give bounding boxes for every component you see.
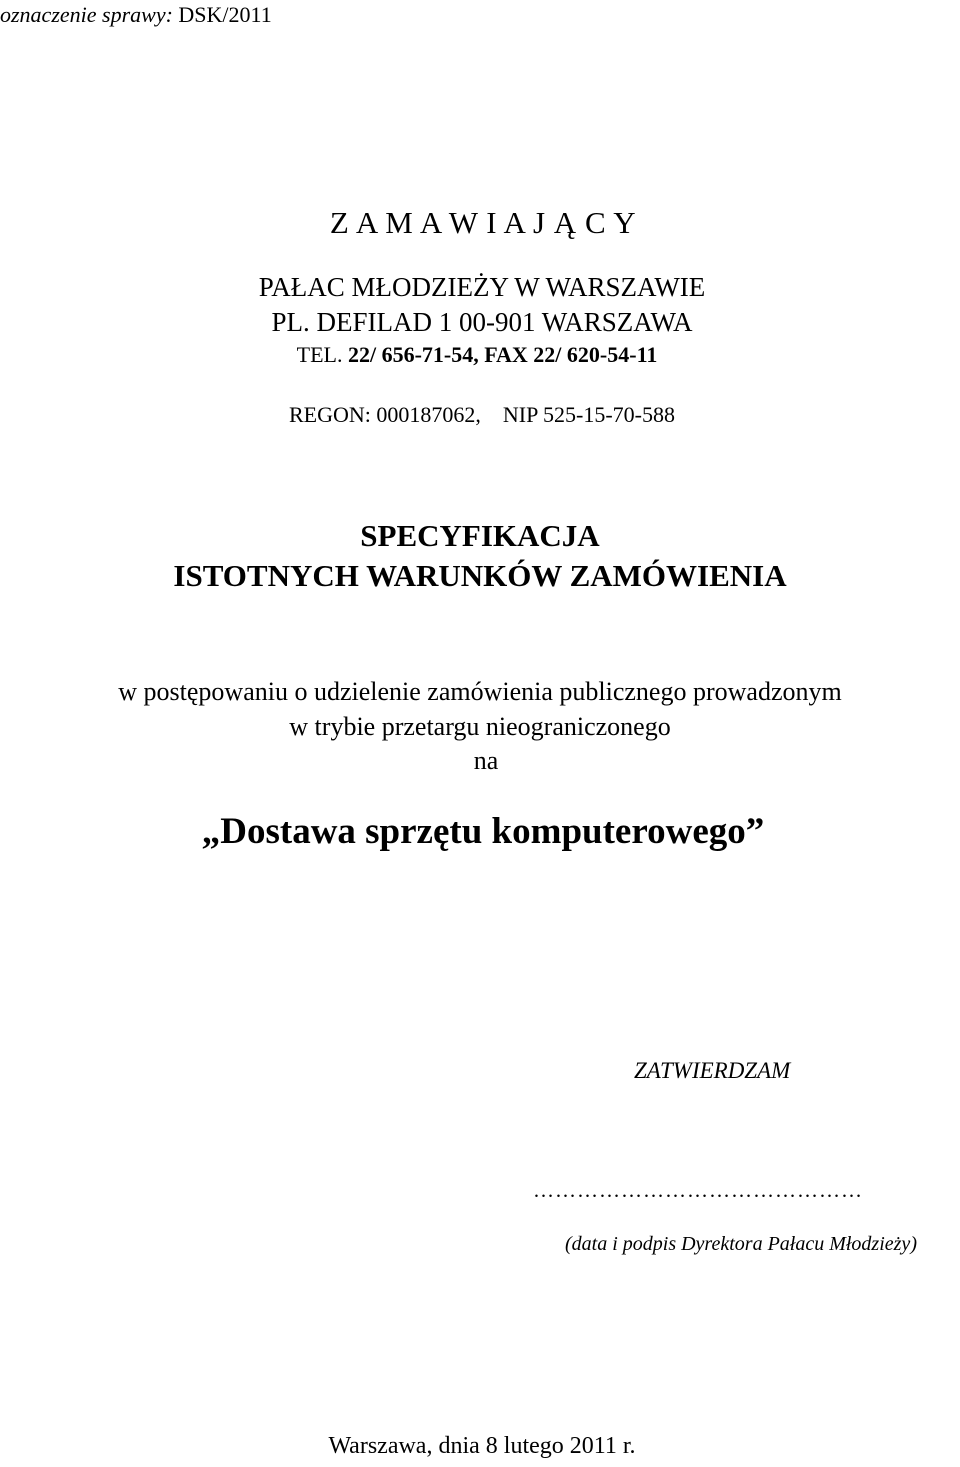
- case-reference-number: DSK/2011: [172, 2, 272, 27]
- procedure-line-2: w trybie przetargu nieograniczonego: [289, 712, 671, 741]
- ordering-party-heading: Z A M A W I A J Ą C Y: [329, 205, 637, 240]
- contact-prefix: TEL.: [296, 342, 343, 367]
- signature-line: ………………………………………: [533, 1178, 863, 1202]
- specification-title-line-2: ISTOTNYCH WARUNKÓW ZAMÓWIENIA: [173, 558, 787, 593]
- case-reference-label: oznaczenie sprawy:: [0, 2, 173, 27]
- procedure-line-3: na: [473, 746, 499, 775]
- subject-title: „Dostawa sprzętu komputerowego”: [201, 811, 765, 852]
- place-and-date: Warszawa, dnia 8 lutego 2011 r.: [328, 1433, 636, 1459]
- organization-registration: REGON: 000187062, NIP 525-15-70-588: [289, 402, 675, 427]
- contact-numbers: 22/ 656-71-54, FAX 22/ 620-54-11: [342, 342, 658, 367]
- organization-address: PL. DEFILAD 1 00-901 WARSZAWA: [271, 307, 693, 337]
- signature-caption: (data i podpis Dyrektora Pałacu Młodzieży): [565, 1233, 917, 1255]
- approval-label: ZATWIERDZAM: [634, 1058, 791, 1083]
- procedure-line-1: w postępowaniu o udzielenie zamówienia publicznego prowadzonym: [118, 677, 842, 706]
- organization-name: PAŁAC MŁODZIEŻY W WARSZAWIE: [258, 272, 706, 302]
- case-reference: [0, 2, 272, 28]
- organization-contact: [0, 342, 954, 368]
- specification-title-line-1: SPECYFIKACJA: [360, 518, 600, 553]
